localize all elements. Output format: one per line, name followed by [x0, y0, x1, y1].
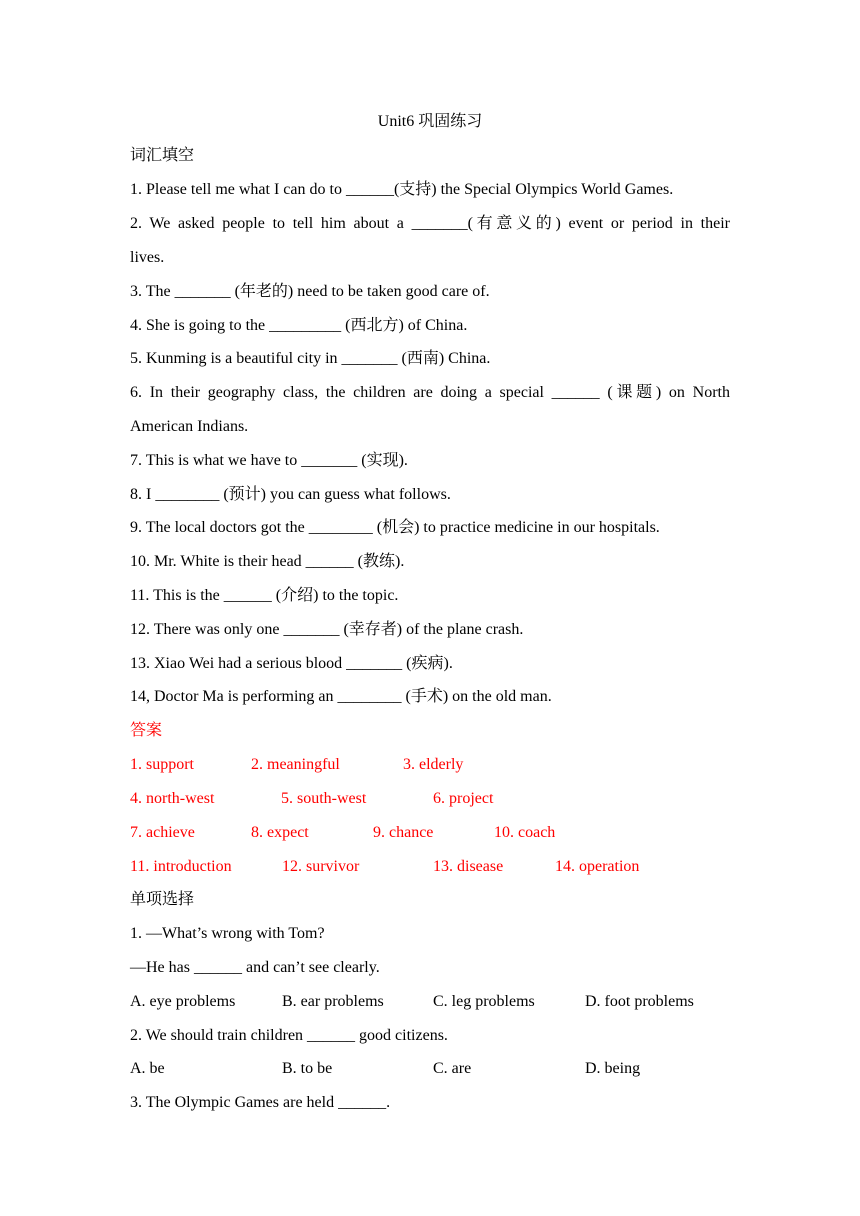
- choice-q1-option-d: D. foot problems: [585, 993, 694, 1010]
- section-heading-vocab: 词汇填空: [130, 147, 195, 164]
- vocab-item-10: 10. Mr. White is their head ______ (教练).: [130, 553, 405, 570]
- vocab-item-7: 7. This is what we have to _______ (实现).: [130, 452, 408, 469]
- choice-q2-option-d: D. being: [585, 1060, 641, 1077]
- answer-12: 12. survivor: [282, 858, 360, 875]
- choice-q1-option-b: B. ear problems: [282, 993, 384, 1010]
- answers-heading: 答案: [130, 722, 163, 739]
- choice-q2-option-a: A. be: [130, 1060, 165, 1077]
- answer-4: 4. north-west: [130, 790, 215, 807]
- answer-14: 14. operation: [555, 858, 640, 875]
- vocab-item-6: 6. In their geography class, the children are doing a special ______ (课题) on North: [130, 384, 730, 401]
- answer-11: 11. introduction: [130, 858, 232, 875]
- vocab-item-2: 2. We asked people to tell him about a _______(有意义的) event or period in their: [130, 215, 730, 232]
- answer-5: 5. south-west: [281, 790, 367, 807]
- vocab-item-12: 12. There was only one _______ (幸存者) of the plane crash.: [130, 621, 524, 638]
- vocab-item-6-cont: American Indians.: [130, 418, 249, 435]
- vocab-item-5: 5. Kunming is a beautiful city in _______ (西南) China.: [130, 350, 491, 367]
- answer-6: 6. project: [433, 790, 494, 807]
- vocab-item-2-cont: lives.: [130, 249, 165, 266]
- vocab-item-13: 13. Xiao Wei had a serious blood _______ (疾病).: [130, 655, 453, 672]
- vocab-item-4: 4. She is going to the _________ (西北方) of China.: [130, 317, 468, 334]
- choice-q1-option-c: C. leg problems: [433, 993, 535, 1010]
- vocab-item-3: 3. The _______ (年老的) need to be taken good care of.: [130, 283, 490, 300]
- answer-10: 10. coach: [494, 824, 556, 841]
- choice-q2: 2. We should train children ______ good citizens.: [130, 1027, 448, 1044]
- answer-9: 9. chance: [373, 824, 434, 841]
- answer-8: 8. expect: [251, 824, 309, 841]
- page-title: Unit6 巩固练习: [377, 113, 483, 130]
- answer-13: 13. disease: [433, 858, 504, 875]
- answer-1: 1. support: [130, 756, 194, 773]
- choice-q2-option-c: C. are: [433, 1060, 472, 1077]
- choice-q2-option-b: B. to be: [282, 1060, 333, 1077]
- choice-q1-prompt: 1. —What’s wrong with Tom?: [130, 925, 325, 942]
- choice-q3: 3. The Olympic Games are held ______.: [130, 1094, 391, 1111]
- vocab-item-8: 8. I ________ (预计) you can guess what follows.: [130, 486, 451, 503]
- vocab-item-11: 11. This is the ______ (介绍) to the topic.: [130, 587, 399, 604]
- choice-q1-response: —He has ______ and can’t see clearly.: [130, 959, 380, 976]
- choice-q1-option-a: A. eye problems: [130, 993, 236, 1010]
- answer-7: 7. achieve: [130, 824, 195, 841]
- answer-3: 3. elderly: [403, 756, 464, 773]
- vocab-item-9: 9. The local doctors got the ________ (机会) to practice medicine in our hospitals.: [130, 519, 660, 536]
- vocab-item-1: 1. Please tell me what I can do to ______(支持) the Special Olympics World Games.: [130, 181, 674, 198]
- answer-2: 2. meaningful: [251, 756, 340, 773]
- section-heading-choice: 单项选择: [130, 891, 195, 908]
- vocab-item-14: 14, Doctor Ma is performing an ________ (手术) on the old man.: [130, 688, 552, 705]
